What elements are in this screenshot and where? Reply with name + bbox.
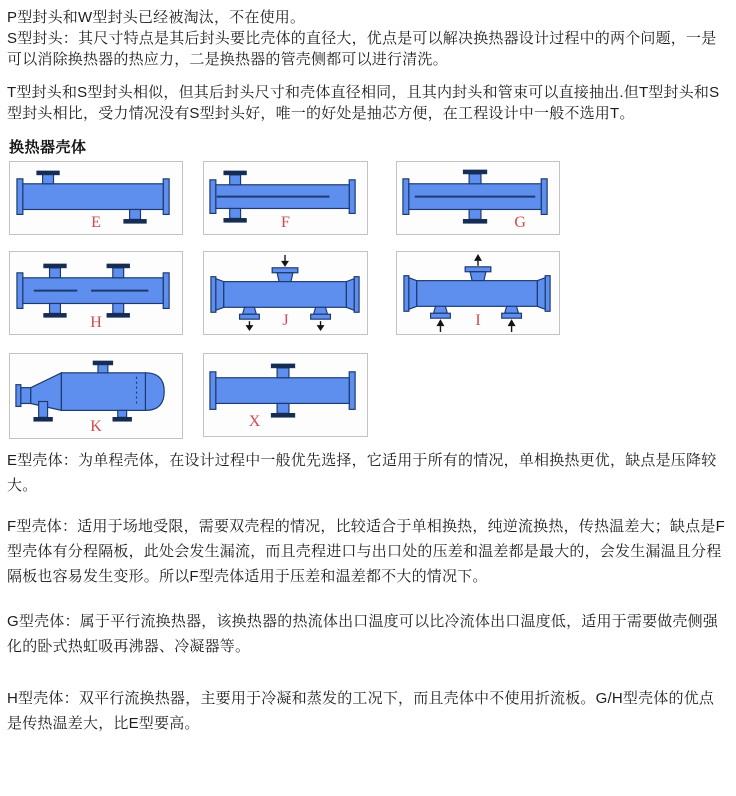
diagram-label-g: G bbox=[514, 214, 526, 231]
shell-g-drawing bbox=[397, 162, 559, 225]
diagram-shell-e bbox=[9, 161, 183, 235]
diagram-shell-h bbox=[9, 251, 183, 335]
diagram-label-e: E bbox=[91, 214, 101, 231]
figure-row-3 bbox=[9, 353, 728, 439]
paragraph-t-head: T型封头和S型封头相似，但其后封头尺寸和壳体直径相同，且其内封头和管束可以直接抽出.但T型封头和S型封头相比，受力情况没有S型封头好，唯一的好处是抽芯方便，在工程设计中一般不选用T。 bbox=[7, 84, 720, 122]
diagram-label-f: F bbox=[281, 214, 290, 231]
diagram-label-j: J bbox=[282, 312, 289, 329]
figure-row-2 bbox=[9, 251, 728, 335]
paragraph-s-head: S型封头：其尺寸特点是其后封头要比壳体的直径大，优点是可以解决换热器设计过程中的两个问题，一是可以消除换热器的热应力，二是换热器的管壳侧都可以进行清洗。 bbox=[7, 30, 717, 68]
diagram-shell-g bbox=[396, 161, 560, 235]
shell-x-drawing bbox=[204, 354, 367, 427]
diagram-shell-i bbox=[396, 251, 560, 335]
diagram-label-i: I bbox=[475, 312, 481, 329]
diagram-shell-j bbox=[203, 251, 368, 335]
figure-heading: 换热器壳体 bbox=[9, 139, 87, 156]
diagram-shell-f bbox=[203, 161, 368, 235]
paragraph-pw-heads: P型封头和W型封头已经被淘汰，不在使用。 bbox=[7, 9, 306, 26]
diagram-label-h: H bbox=[90, 314, 102, 331]
shell-descriptions bbox=[7, 448, 728, 736]
figure-row-1 bbox=[9, 161, 728, 235]
shell-types-figure bbox=[9, 161, 728, 439]
paragraph-h-shell: H型壳体：双平行流换热器，主要用于冷凝和蒸发的工况下，而且壳体中不使用折流板。G/H型壳体的优点是传热温差大，比E型要高。 bbox=[7, 690, 715, 732]
paragraph-e-shell: E型壳体：为单程壳体，在设计过程中一般优先选择，它适用于所有的情况，单相换热更优，缺点是压降较大。 bbox=[7, 452, 717, 494]
shell-h-drawing bbox=[10, 252, 182, 319]
paragraph-f-shell: F型壳体：适用于场地受限，需要双壳程的情况，比较适合于单相换热，纯逆流换热，传热温差大；缺点是F型壳体有分程隔板，此处会发生漏流，而且壳程进口与出口处的压差和温差都是最大的，会发生漏温且分程隔板也容易发生变形。所以F型壳体适用于压差和温差都不大的情况下。 bbox=[7, 518, 725, 585]
diagram-shell-x bbox=[203, 353, 368, 437]
paragraph-g-shell: G型壳体：属于平行流换热器，该换热器的热流体出口温度可以比冷流体出口温度低，适用于需要做壳侧强化的卧式热虹吸再沸器、冷凝器等。 bbox=[7, 613, 719, 655]
diagram-shell-k bbox=[9, 353, 183, 439]
diagram-label-k: K bbox=[90, 418, 102, 435]
diagram-label-x: X bbox=[248, 413, 261, 430]
